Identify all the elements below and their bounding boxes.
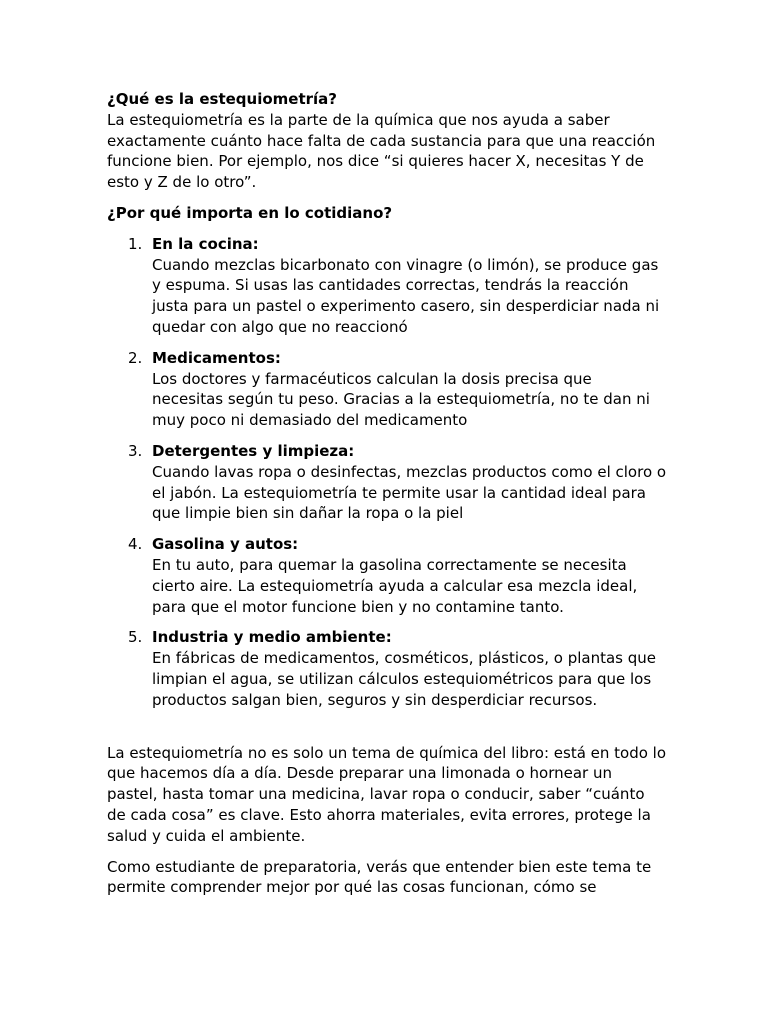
document-page <box>107 89 667 898</box>
list-item-text: En tu auto, para quemar la gasolina correctamente se necesita cierto aire. La estequiometría ayuda a calcular esa mezcla ideal, para que el motor funcione bien y no contamine tanto. <box>152 555 638 616</box>
list-item-text: Cuando lavas ropa o desinfectas, mezclas productos como el cloro o el jabón. La estequiometría te permite usar la cantidad ideal para que limpie bien sin dañar la ropa o la piel <box>152 462 667 523</box>
conclusion-paragraph: La estequiometría no es solo un tema de química del libro: está en todo lo que hacemos día a día. Desde preparar una limonada o hornear un pastel, hasta tomar una medicina, lavar ropa o conducir, saber “cuánto de cada cosa” es clave. Esto ahorra materiales, evita errores, protege la salud y cuida el ambiente. <box>107 743 667 845</box>
list-item <box>107 348 667 431</box>
list-item-number: 3. <box>128 441 143 460</box>
list-item <box>107 441 667 524</box>
list-item-number: 1. <box>128 234 143 253</box>
list-item-text: Cuando mezclas bicarbonato con vinagre (o limón), se produce gas y espuma. Si usas las cantidades correctas, tendrás la reacción justa para un pastel o experimento casero, sin desperdiciar nada ni quedar con algo que no reaccionó <box>152 255 660 336</box>
closing-paragraph: Como estudiante de preparatoria, verás que entender bien este tema te permite comprender mejor por qué las cosas funcionan, cómo se <box>107 857 652 897</box>
list-item <box>107 534 667 617</box>
list-item-text: En fábricas de medicamentos, cosméticos, plásticos, o plantas que limpian el agua, se utilizan cálculos estequiométricos para que los productos salgan bien, seguros y sin desperdiciar recursos. <box>152 649 657 709</box>
list-item-number: 4. <box>128 535 143 554</box>
list-item-title: Gasolina y autos: <box>152 535 299 554</box>
list-item-text: Los doctores y farmacéuticos calculan la dosis precisa que necesitas según tu peso. Gracias a la estequiometría, no te dan ni muy poco ni demasiado del medicamento <box>152 369 650 430</box>
list-item-number: 5. <box>128 628 143 647</box>
intro-paragraph: La estequiometría es la parte de la química que nos ayuda a saber exactamente cuánto hace falta de cada sustancia para que una reacción funcione bien. Por ejemplo, nos dice “si quieres hacer X, necesitas Y de esto y Z de lo otro”. <box>107 110 656 192</box>
list-item-number: 2. <box>128 348 143 367</box>
list-item <box>107 234 667 338</box>
list-item-title: En la cocina: <box>152 234 259 253</box>
list-item-title: Medicamentos: <box>152 348 281 367</box>
section-heading-what-is: ¿Qué es la estequiometría? <box>107 90 337 108</box>
examples-list <box>107 234 667 711</box>
list-item-title: Industria y medio ambiente: <box>152 628 392 647</box>
section-spacer <box>107 721 667 743</box>
section-heading-why-matters: ¿Por qué importa en lo cotidiano? <box>107 203 393 222</box>
list-item-title: Detergentes y limpieza: <box>152 441 355 460</box>
list-item <box>107 627 667 710</box>
